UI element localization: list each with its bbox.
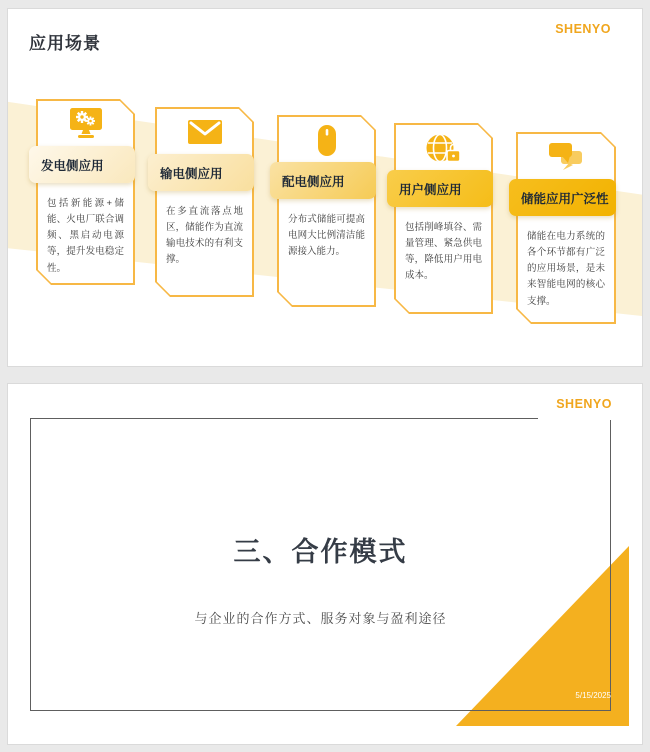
card-title: 发电侧应用 bbox=[41, 158, 104, 173]
card-generation-side bbox=[36, 99, 135, 285]
card-title: 输电侧应用 bbox=[160, 166, 223, 181]
card-body-text: 包括削峰填谷、需量管理、紧急供电等，降低用户用电成本。 bbox=[405, 222, 482, 282]
card-title-band bbox=[509, 179, 616, 216]
card-body-text: 包括新能源+储能、火电厂联合调频、黑启动电源等，提升发电稳定性。 bbox=[47, 198, 124, 274]
card-title-band bbox=[148, 154, 254, 191]
brand-logo: SHENYO bbox=[555, 22, 611, 36]
globe-lock-icon bbox=[394, 127, 493, 169]
card-body-text: 在多直流落点地区，储能作为直流输电技术的有利支撑。 bbox=[166, 206, 243, 266]
card-body-text: 分布式储能可提高电网大比例清洁能源接入能力。 bbox=[288, 214, 365, 258]
section-subtitle: 与企业的合作方式、服务对象与盈利途径 bbox=[194, 611, 447, 626]
chat-bubbles-icon bbox=[516, 136, 616, 178]
card-user-side bbox=[394, 123, 493, 314]
slide-application-scenarios[interactable] bbox=[7, 8, 643, 367]
card-title: 用户侧应用 bbox=[399, 182, 462, 197]
section-title: 三、合作模式 bbox=[233, 537, 408, 567]
brand-logo: SHENYO bbox=[556, 397, 612, 411]
card-title-band bbox=[270, 162, 376, 199]
mouse-icon bbox=[277, 119, 376, 161]
page-title: 应用场景 bbox=[29, 34, 101, 53]
card-title-band bbox=[387, 170, 493, 207]
slide-date: 5/15/2025 bbox=[575, 691, 611, 700]
card-distribution-side bbox=[277, 115, 376, 307]
card-storage-wide-application bbox=[516, 132, 616, 324]
slide-cooperation-model[interactable] bbox=[7, 383, 643, 745]
envelope-icon bbox=[155, 111, 254, 153]
card-title-band bbox=[29, 146, 135, 183]
card-body-text: 储能在电力系统的各个环节都有广泛的应用场景，是未来智能电网的核心支撑。 bbox=[527, 231, 605, 307]
card-title: 配电侧应用 bbox=[282, 174, 345, 189]
card-transmission-side bbox=[155, 107, 254, 297]
card-title: 储能应用广泛性 bbox=[521, 191, 609, 206]
monitor-gears-icon bbox=[36, 103, 135, 145]
